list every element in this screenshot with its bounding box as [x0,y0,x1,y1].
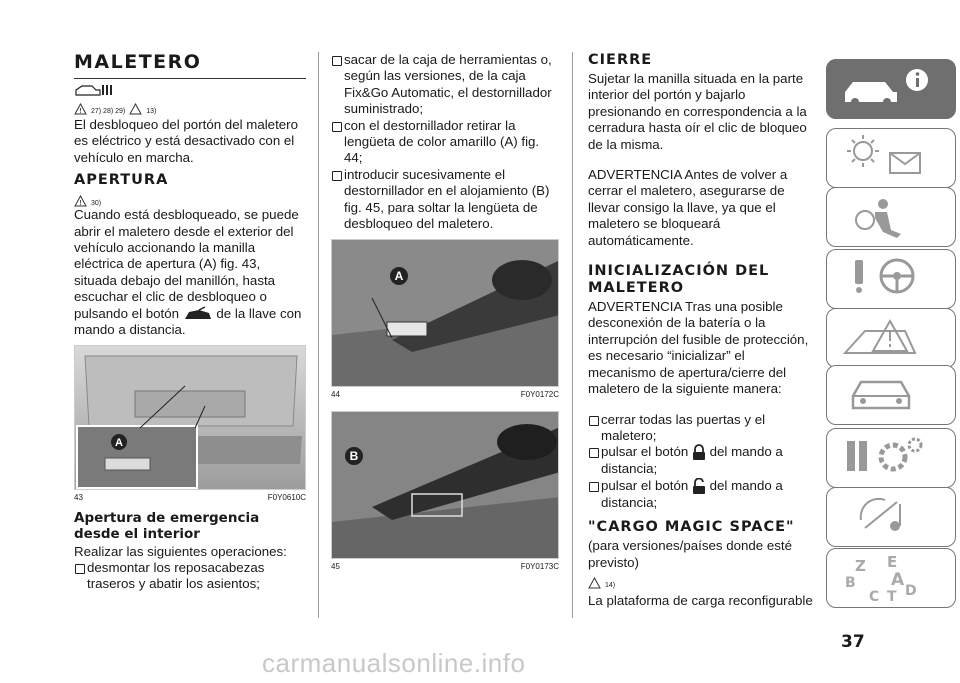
list-item: desmontar los reposacabezas traseros y abatir los asientos; [74,560,306,593]
warning-road-icon [835,311,935,365]
figure-44-image [331,239,559,387]
svg-text:!: ! [79,199,82,208]
apertura-refs [74,191,306,207]
trunk-open-button-icon [183,306,213,322]
cargo-refs [588,573,814,589]
steering-wheel-icon [835,252,935,306]
fig44-label-a: A [394,269,404,284]
tab-multimedia[interactable] [826,487,956,547]
list-item-text: del mando a distancia; [601,444,783,477]
fig44-code: F0Y0172C [520,390,559,400]
emergencia-list [74,560,306,593]
tab-vehicle-info[interactable] [826,59,956,119]
alphabet-icon [835,551,935,605]
watermark: carmanualsonline.info [262,648,526,678]
column-divider [572,52,573,618]
lock-closed-icon [692,444,706,461]
ref-13: 13) [146,108,157,115]
trunk-car-icon [74,83,306,97]
emergencia-heading: Apertura de emergencia desde el interior [74,509,260,542]
list-item: con el destornillador retirar la lengüeta de color amarillo (A) fig. 44; [331,118,559,167]
emergencia-list-cont [331,52,559,232]
warning-triangle-icon [74,195,87,207]
cargo-heading: "CARGO MAGIC SPACE" [588,519,795,536]
list-item [588,444,814,477]
warning-triangle-icon [74,103,87,115]
list-item-text: pulsar el botón [601,477,689,493]
list-item [588,478,814,511]
tab-maintenance[interactable] [826,365,956,425]
fig45-label-b: B [349,449,359,464]
fig45-number: 45 [331,562,340,572]
list-item-text: pulsar el botón [601,444,689,460]
cargo-text: La plataforma de carga reconfigurable [588,592,813,608]
fig44-number: 44 [331,390,340,400]
fig45-code: F0Y0173C [520,562,559,572]
tab-letter-b: B [845,575,856,591]
fig43-code: F0Y0610C [267,492,306,502]
figure-45-image [331,411,559,559]
music-note-icon [835,490,935,544]
cierre-text: Sujetar la manilla situada en la parte interior del portón y bajarlo presionando en correspondencia a la cerradura hasta oír el clic de bloqueo de la misma. [588,71,807,152]
apertura-text: Cuando está desbloqueado, se puede abrir el maletero desde el exterior del vehículo accionando la manilla eléctrica de apertura (A) fig. 43, situada debajo del manillón, hasta escuchar el clic de desbloqueo o pulsando el botón [74,207,299,321]
figure-45-caption [331,562,559,571]
tab-technical-data[interactable] [826,428,956,488]
fig43-number: 43 [74,492,83,502]
tab-safety[interactable] [826,187,956,247]
column-1 [74,52,306,593]
tab-dashboard-lights[interactable] [826,128,956,188]
inicializacion-list [588,412,814,512]
page-number: 37 [841,632,865,652]
apertura-heading: APERTURA [74,172,169,189]
tab-letter-d: D [905,583,917,599]
apertura-text-end: de la llave con mando a distancia. [74,305,302,338]
airbag-seat-icon [835,190,935,244]
refs-27-29: 27) 28) 29) [91,108,126,115]
intro-text: El desbloqueo del portón del maletero es eléctrico y está desactivado con el vehículo en marcha. [74,117,298,165]
svg-text:!: ! [79,107,82,115]
cierre-heading: CIERRE [588,52,653,68]
fig43-label-a: A [115,436,123,449]
emergencia-text: Realizar las siguientes operaciones: [74,543,287,559]
figure-43-image [74,345,306,490]
figure-43-caption [74,493,306,502]
sun-envelope-icon [835,131,935,185]
lock-open-icon [692,478,706,495]
column-2 [331,52,559,575]
cargo-subtitle: (para versiones/países donde esté previsto) [588,538,793,570]
list-item: introducir sucesivamente el destornillador en el alojamiento (B) fig. 45, para soltar la lengüeta de desbloqueo del maletero. [331,167,559,233]
column-3 [588,52,814,609]
warning-refs [74,99,306,115]
tab-starting-driving[interactable] [826,249,956,309]
title-rule [74,78,306,79]
tab-emergency[interactable] [826,308,956,368]
advertencia-2: ADVERTENCIA Tras una posible desconexión de la batería o la interrupción del fusible de protección, es necesario “inicializar” el mecanismo de apertura/cierre del maletero de la siguiente manera: [588,299,809,397]
page-title: MALETERO [74,51,202,73]
car-front-icon [835,368,935,422]
tab-index[interactable] [826,548,956,608]
car-info-icon [835,62,935,116]
tab-letter-c: C [869,589,880,605]
ref-14: 14) [605,581,616,589]
info-triangle-icon [588,577,601,589]
column-divider [318,52,319,618]
list-item: cerrar todas las puertas y el maletero; [588,412,814,445]
inicializacion-heading: INICIALIZACIÓN DEL MALETERO [588,263,770,297]
gears-icon [835,431,935,485]
info-triangle-icon [129,103,142,115]
figure-44-caption [331,390,559,399]
tab-letter-t: T [887,589,897,605]
tab-letter-a: A [891,570,905,590]
ref-30: 30) [91,200,102,208]
list-item-text: del mando a distancia; [601,477,783,510]
tab-letter-z: Z [855,557,866,575]
advertencia-1: ADVERTENCIA Antes de volver a cerrar el maletero, asegurarse de llevar consigo la llave, ya que el maletero se bloqueará automáticamente. [588,167,788,248]
tab-letter-e: E [887,553,898,571]
list-item: sacar de la caja de herramientas o, según las versiones, de la caja Fix&Go Automatic, el destornillador suministrado; [331,52,559,118]
